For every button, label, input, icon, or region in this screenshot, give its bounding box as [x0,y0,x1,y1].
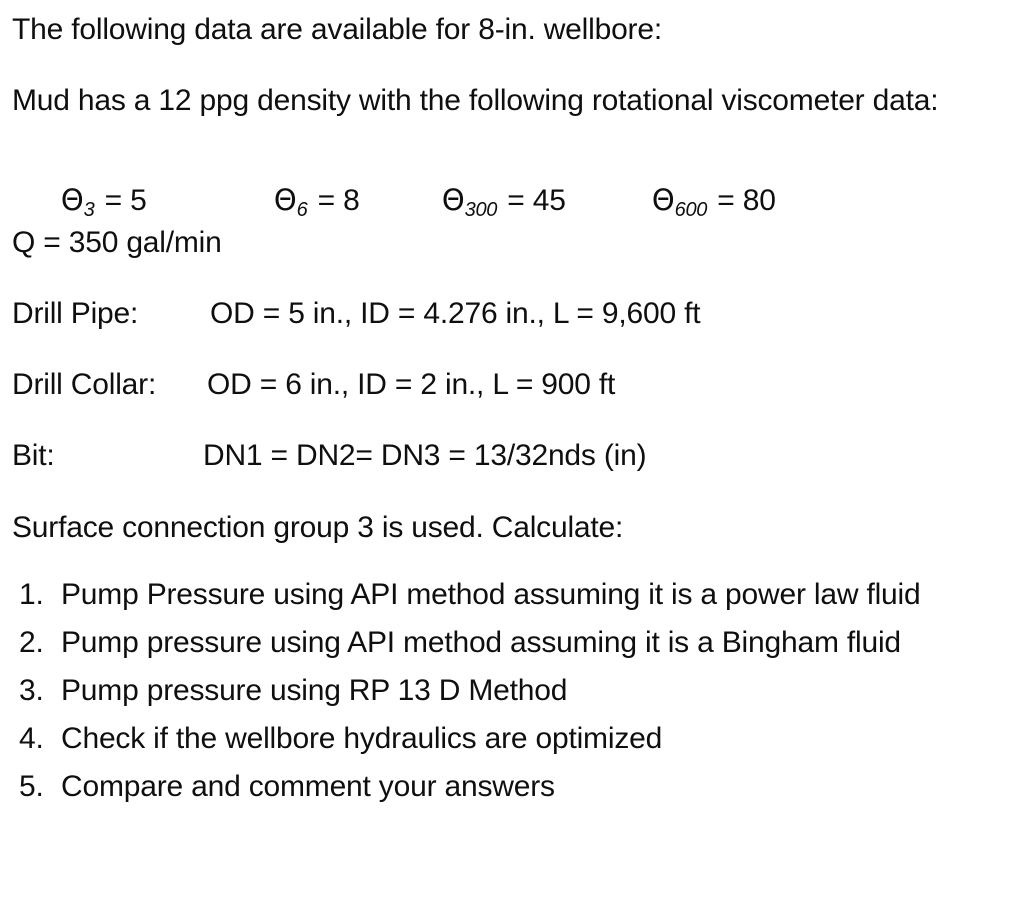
list-item-number: 4. [19,722,44,755]
theta-subscript: 6 [296,198,308,221]
theta-value: 80 [742,184,776,217]
drill-pipe-row [12,297,1012,337]
flow-rate-paragraph: Q = 350 gal/min [12,226,222,259]
theta-equals: = [499,184,533,217]
list-item-number: 5. [19,770,44,803]
list-item-label: Check if the wellbore hydraulics are optimized [61,722,663,755]
drill-collar-value: OD = 6 in., ID = 2 in., L = 900 ft [207,368,616,401]
list-item [0,722,1024,770]
list-item-number: 3. [19,674,44,707]
intro-paragraph: The following data are available for 8-in. wellbore: [12,13,662,46]
surface-connection-paragraph: Surface connection group 3 is used. Calculate: [12,511,624,544]
list-item-label: Pump pressure using API method assuming it is a Bingham fluid [61,626,901,659]
list-item [0,674,1024,722]
task-list [0,578,1024,818]
theta-subscript: 600 [674,198,708,221]
drill-pipe-value: OD = 5 in., ID = 4.276 in., L = 9,600 ft [210,297,701,330]
theta-symbol: Θ [651,183,675,217]
theta-value: 8 [343,184,360,217]
list-item [0,578,1024,626]
theta-equals: = [709,184,743,217]
theta-equals: = [96,184,131,217]
list-item-label: Pump pressure using RP 13 D Method [61,674,568,707]
list-item-label: Compare and comment your answers [61,770,555,803]
theta-value: 5 [130,184,147,217]
list-item [0,770,1024,818]
theta-value: 45 [532,184,566,217]
theta-equals: = [309,184,344,217]
theta-subscript: 3 [83,198,95,221]
drill-collar-row [12,368,1012,408]
theta-symbol: Θ [441,183,465,217]
bit-label: Bit: [12,439,55,472]
viscometer-reading-theta6 [225,149,360,261]
list-item [0,626,1024,674]
theta-subscript: 300 [464,198,498,221]
viscometer-readings-row [0,149,1024,221]
viscometer-reading-theta600 [603,149,776,261]
theta-symbol: Θ [60,183,84,217]
list-item-number: 2. [19,626,44,659]
list-item-number: 1. [19,578,44,611]
mud-description-paragraph: Mud has a 12 ppg density with the following rotational viscometer data: [12,84,939,117]
theta-symbol: Θ [273,183,297,217]
viscometer-reading-theta300 [393,149,566,261]
drill-collar-label: Drill Collar: [12,368,157,401]
drill-pipe-label: Drill Pipe: [12,297,139,330]
bit-value: DN1 = DN2= DN3 = 13/32nds (in) [203,439,647,472]
bit-row [12,439,1012,479]
list-item-label: Pump Pressure using API method assuming it is a power law fluid [61,578,921,611]
